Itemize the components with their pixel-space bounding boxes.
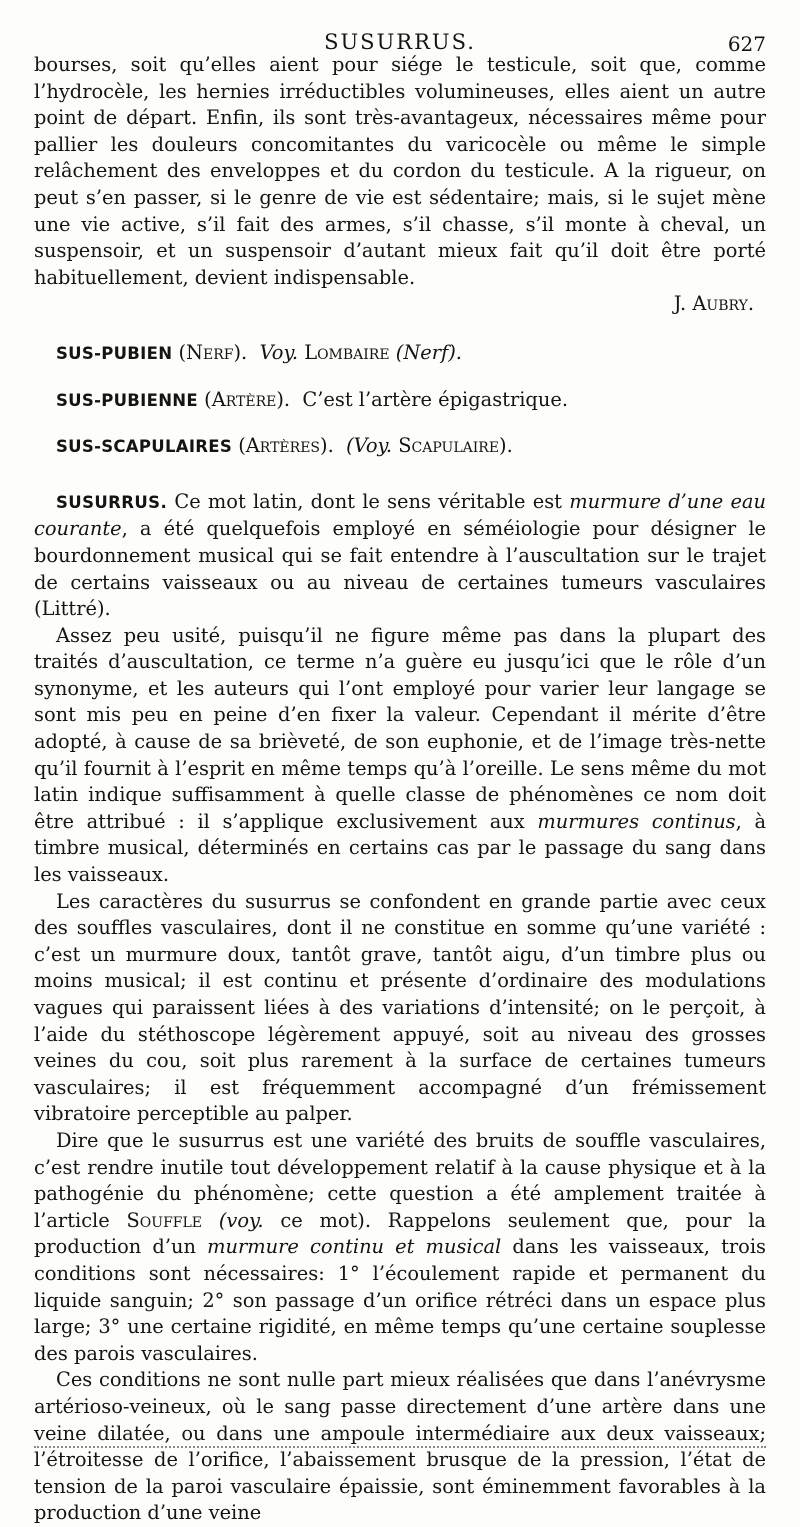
running-title: SUSURRUS. <box>324 30 476 54</box>
article-paragraph-3 <box>34 889 766 1128</box>
signature-name: Aubry. <box>692 292 754 316</box>
article-headword: SUSURRUS. <box>56 492 168 512</box>
entry-cross-reference: Scapulaire). <box>398 434 513 458</box>
page-number: 627 <box>727 32 766 56</box>
entry-definition: C’est l’artère épigastrique. <box>302 387 568 411</box>
entry-voy: Voy. <box>259 340 299 364</box>
italic-run: murmure d’une eau courante <box>34 489 766 541</box>
article-paragraph-2 <box>34 623 766 889</box>
page-header <box>34 0 766 56</box>
text-run: dans les vaisseaux, trois conditions sont nécessaires: 1° l’écoulement rapide et permanent du liquide sanguin; 2° son passage d’un orifice rétréci dans un espace plus large; 3° une certaine rigidité, en même temps qu’une certaine souplesse des parois vasculaires. <box>34 1235 767 1365</box>
entry-category: (Nerf). <box>178 340 248 364</box>
text-run: Ce mot latin, dont le sens véritable est <box>174 489 562 513</box>
article-paragraph-1 <box>34 489 766 623</box>
entry-category: (Artère). <box>204 387 291 411</box>
text-run: , a été quelquefois employé en séméiologie pour désigner le bourdonnement musical qui se fait entendre à l’auscultation sur le trajet de certains vaisseaux ou au niveau de certaines tumeurs vasculaires (Littré). <box>34 517 766 621</box>
intro-text: bourses, soit qu’elles aient pour siége le testicule, soit que, comme l’hydrocèle, les hernies irréductibles volumineuses, elles aient un autre point de départ. Enfin, ils sont très-avantageux, nécessaires même pour pallier les douleurs concomitantes du varicocèle ou même le simple relâchement des enveloppes et du cordon du testicule. A la rigueur, on peut s’en passer, si le genre de vie est sédentaire; mais, si le sujet mène une vie active, s’il fait des armes, s’il chasse, s’il monte à cheval, un suspensoir, et un suspensoir d’autant mieux fait qu’il doit être porté habituellement, devient indispensable. <box>34 53 766 289</box>
text-run: , à timbre musical, déterminés en certains cas par le passage du sang dans les vaisseaux. <box>34 809 766 887</box>
text-run: Assez peu usité, puisqu’il ne figure même pas dans la plupart des traités d’auscultation, ce terme n’a guère eu jusqu’ici que le rôle d’un synonyme, et les auteurs qui l’ont employé pour varier leur langage se sont mis peu en peine d’en fixer la valeur. Cependant il mérite d’être adopté, à cause de sa brièveté, de son euphonie, et de l’image très-nette qu’il fournit à l’esprit en même temps qu’à l’oreille. Le sens même du mot latin indique suffisamment à quelle classe de phénomènes ce nom doit être attribué : il s’applique exclusivement aux <box>34 623 766 833</box>
intro-paragraph <box>34 52 766 291</box>
entry-headword: SUS-SCAPULAIRES <box>56 437 233 457</box>
small-caps-run: Souffle <box>126 1208 203 1232</box>
entry-headword: SUS-PUBIENNE <box>56 390 198 410</box>
italic-run: (voy. <box>218 1208 264 1232</box>
italic-run: murmure continu et musical <box>207 1235 502 1259</box>
entry-cross-reference: Lombaire <box>304 340 390 364</box>
entry-category: (Artères). <box>238 434 334 458</box>
entry-sus-pubien <box>34 340 766 368</box>
footer-rule <box>34 1446 766 1448</box>
signature-initial: J. <box>673 292 687 316</box>
text-run: Les caractères du susurrus se confondent en grande partie avec ceux des souffles vasculaires, dont il ne constitue en somme qu’une variété : c’est un murmure doux, tantôt grave, tantôt aigu, d’un timbre plus ou moins musical; il est continu et présente d’ordinaire des modulations vagues qui paraissent liées à des variations d’intensité; on le perçoit, à l’aide du stéthoscope légèrement appuyé, soit au niveau des grosses veines du cou, soit plus rarement à la surface de certaines tumeurs vasculaires; il est fréquemment accompagné d’un frémissement vibratoire perceptible au palper. <box>34 889 766 1126</box>
text-run: ce mot). Rappelons seulement que, pour la production d’un <box>34 1208 766 1259</box>
signature <box>34 291 766 318</box>
body-text <box>34 52 766 1527</box>
entry-voy: (Voy. <box>346 434 393 458</box>
text-run: Dire que le susurrus est une variété des bruits de souffle vasculaires, c’est rendre inutile tout développement relatif à la cause physique et à la pathogénie du phénomène; cette question a été amplement traitée à l’article <box>34 1128 766 1232</box>
entry-sus-pubienne <box>34 387 766 415</box>
entry-headword: SUS-PUBIEN <box>56 343 173 363</box>
entry-sus-scapulaires <box>34 433 766 461</box>
text-run: Ces conditions ne sont nulle part mieux réalisées que dans l’anévrysme artérioso-veineux, où le sang passe directement d’une artère dans une veine dilatée, ou dans une ampoule intermédiaire aux deux vaisseaux; l’étroitesse de l’orifice, l’abaissement brusque de la pression, l’état de tension de la paroi vasculaire épaissie, sont éminemment favorables à la production d’une veine <box>34 1368 766 1525</box>
italic-run: murmures continus <box>537 809 736 833</box>
article-paragraph-4 <box>34 1128 766 1367</box>
entry-cross-reference-note: (Nerf). <box>395 340 462 364</box>
